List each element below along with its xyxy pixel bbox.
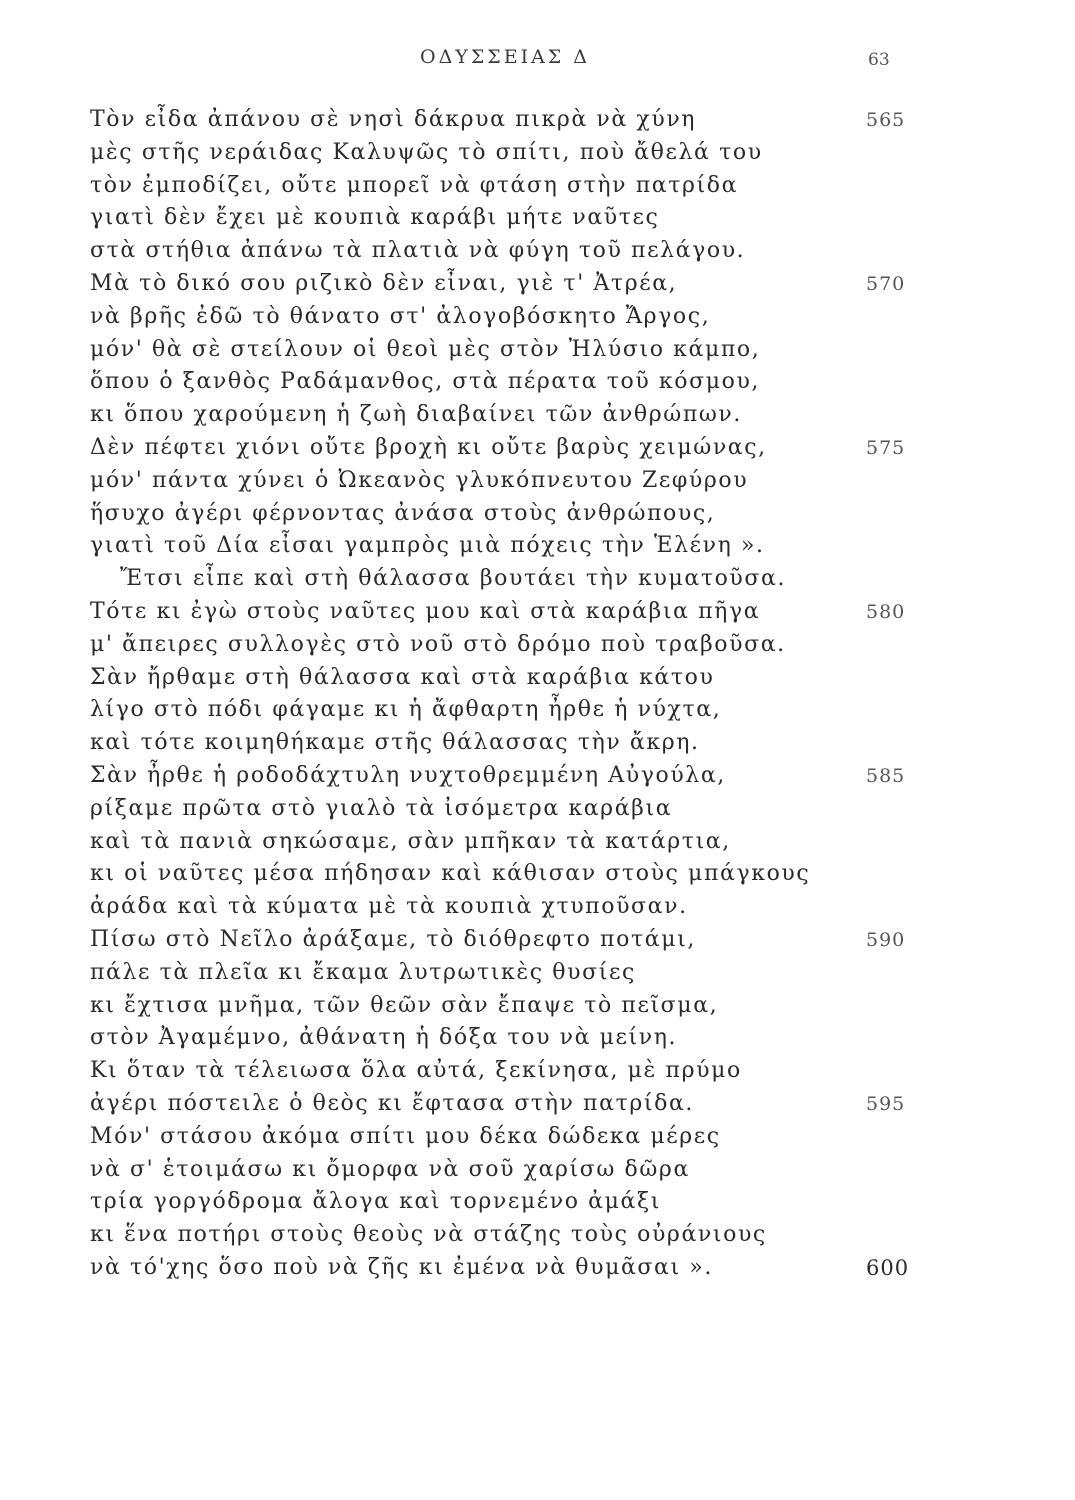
verse-line [0,1055,1075,1088]
verse-line [0,760,1075,793]
verse-text: στὸν Ἀγαμέμνο, ἀθάνατη ἡ δόξα του νὰ μείνη. [90,1025,678,1051]
verse-text: καὶ τὰ πανιὰ σηκώσαμε, σὰν μπῆκαν τὰ κατάρτια, [90,828,731,854]
verse-text: τὸν ἐμποδίζει, οὔτε μπορεῖ νὰ φτάση στὴν πατρίδα [90,172,739,198]
verse-text: καὶ τότε κοιμηθήκαμε στῆς θάλασσας τὴν ἄκρη. [90,730,700,756]
line-number: 600 [866,1255,910,1280]
line-number: 595 [866,1092,906,1115]
verse-text: Σὰν ἤρθαμε στὴ θάλασσα καὶ στὰ καράβια κάτου [90,664,715,690]
verse-line [0,1154,1075,1187]
verse-text: ἥσυχο ἀγέρι φέρνοντας ἀνάσα στοὺς ἀνθρώπους, [90,500,716,526]
line-number: 570 [866,272,906,295]
verse-text: μὲς στῆς νεράιδας Καλυψῶς τὸ σπίτι, ποὺ ἄθελά του [90,139,763,165]
verse-line [0,235,1075,268]
verse-text: λίγο στὸ πόδι φάγαμε κι ἡ ἄφθαρτη ἦρθε ἡ νύχτα, [90,697,722,723]
verse-line [0,629,1075,662]
verse-text: μ' ἄπειρες συλλογὲς στὸ νοῦ στὸ δρόμο ποὺ τραβοῦσα. [90,631,786,657]
verse-text: πάλε τὰ πλεῖα κι ἔκαμα λυτρωτικὲς θυσίες [90,959,636,985]
verse-line [0,104,1075,137]
verse-line [0,366,1075,399]
verse-line [0,727,1075,760]
verse-line [0,957,1075,990]
verse-line [0,432,1075,465]
verse-text: κι ἕνα ποτήρι στοὺς θεοὺς νὰ στάζης τοὺς οὐράνιους [90,1222,767,1248]
verse-line [0,1121,1075,1154]
verse-text: Σὰν ἦρθε ἡ ροδοδάχτυλη νυχτοθρεμμένη Αὐγούλα, [90,762,726,788]
running-head [0,46,1075,76]
verse-line [0,530,1075,563]
verse-line [0,268,1075,301]
verse-text: Πίσω στὸ Νεῖλο ἀράξαμε, τὸ διόθρεφτο ποτάμι, [90,926,696,952]
verse-line [0,1186,1075,1219]
verse-line [0,202,1075,235]
verse-text: Μόν' στάσου ἀκόμα σπίτι μου δέκα δώδεκα μέρες [90,1123,721,1149]
verse-line [0,498,1075,531]
verse-text: μόν' πάντα χύνει ὁ Ὠκεανὸς γλυκόπνευτου Ζεφύρου [90,467,749,493]
verse-line [0,1219,1075,1252]
verse-text: μόν' θὰ σὲ στείλουν οἱ θεοὶ μὲς στὸν Ἠλύσιο κάμπο, [90,336,761,362]
verse-text: Τότε κι ἐγὼ στοὺς ναῦτες μου καὶ στὰ καράβια πῆγα [90,598,761,624]
verse-line [0,137,1075,170]
verse-line [0,596,1075,629]
line-number: 575 [866,436,906,459]
verse-text: τρία γοργόδρομα ἄλογα καὶ τορνεμένο ἀμάξι [90,1189,661,1215]
verse-line [0,1022,1075,1055]
verse-line [0,563,1075,596]
verse-line [0,858,1075,891]
verse-line [0,924,1075,957]
verse-text: νὰ βρῆς ἐδῶ τὸ θάνατο στ' ἀλογοβόσκητο Ἄργος, [90,303,711,329]
verse-line [0,170,1075,203]
verse-text: Μὰ τὸ δικό σου ριζικὸ δὲν εἶναι, γιὲ τ' Ἀτρέα, [90,270,678,296]
verse-text: Δὲν πέφτει χιόνι οὔτε βροχὴ κι οὔτε βαρὺς χειμώνας, [90,434,767,460]
verse-line [0,891,1075,924]
verse-line [0,793,1075,826]
verse-text: νὰ σ' ἑτοιμάσω κι ὄμορφα νὰ σοῦ χαρίσω δῶρα [90,1156,690,1182]
verse-line [0,990,1075,1023]
verse-line [0,662,1075,695]
line-number: 580 [866,600,906,623]
verse-line [0,694,1075,727]
line-number: 590 [866,928,906,951]
verse-line [0,1088,1075,1121]
verse-text: γιατὶ δὲν ἔχει μὲ κουπιὰ καράβι μήτε ναῦτες [90,205,660,231]
verse-line [0,334,1075,367]
verse-text: κι οἱ ναῦτες μέσα πήδησαν καὶ κάθισαν στοὺς μπάγκους [90,861,811,887]
verse-text: ρίξαμε πρῶτα στὸ γιαλὸ τὰ ἰσόμετρα καράβια [90,795,673,821]
verse-text: Ἔτσι εἶπε καὶ στὴ θάλασσα βουτάει τὴν κυματοῦσα. [120,566,787,592]
verse-line [0,826,1075,859]
verse-line [0,1252,1075,1285]
verse-text: κι ἔχτισα μνῆμα, τῶν θεῶν σὰν ἔπαψε τὸ πεῖσμα, [90,992,719,1018]
line-number: 585 [866,764,906,787]
verse-text: ὅπου ὁ ξανθὸς Ραδάμανθος, στὰ πέρατα τοῦ κόσμου, [90,369,761,395]
verse-text: γιατὶ τοῦ Δία εἶσαι γαμπρὸς μιὰ πόχεις τὴν Ἑλένη ». [90,533,765,559]
running-title: ΟΔΥΣΣΕΙΑΣ Δ [420,46,590,68]
verse-text: Κι ὅταν τὰ τέλειωσα ὅλα αὐτά, ξεκίνησα, μὲ πρύμο [90,1058,742,1084]
line-number: 565 [866,109,906,131]
verse-line [0,301,1075,334]
verse-text: κι ὅπου χαρούμενη ἡ ζωὴ διαβαίνει τῶν ἀνθρώπων. [90,402,742,428]
page-number: 63 [868,50,890,70]
verse-text: στὰ στήθια ἀπάνω τὰ πλατιὰ νὰ φύγη τοῦ πελάγου. [90,238,746,264]
verse-text: νὰ τό'χης ὅσο ποὺ νὰ ζῆς κι ἐμένα νὰ θυμᾶσαι ». [90,1254,713,1280]
verse-text: Τὸν εἶδα ἀπάνου σὲ νησὶ δάκρυα πικρὰ νὰ χύνη [90,107,697,132]
verse-line [0,399,1075,432]
verse-text: ἀράδα καὶ τὰ κύματα μὲ τὰ κουπιὰ χτυποῦσαν. [90,894,688,920]
verse-text: ἀγέρι πόστειλε ὁ θεὸς κι ἔφτασα στὴν πατρίδα. [90,1090,694,1116]
poem-text [0,104,1075,1285]
verse-line [0,465,1075,498]
